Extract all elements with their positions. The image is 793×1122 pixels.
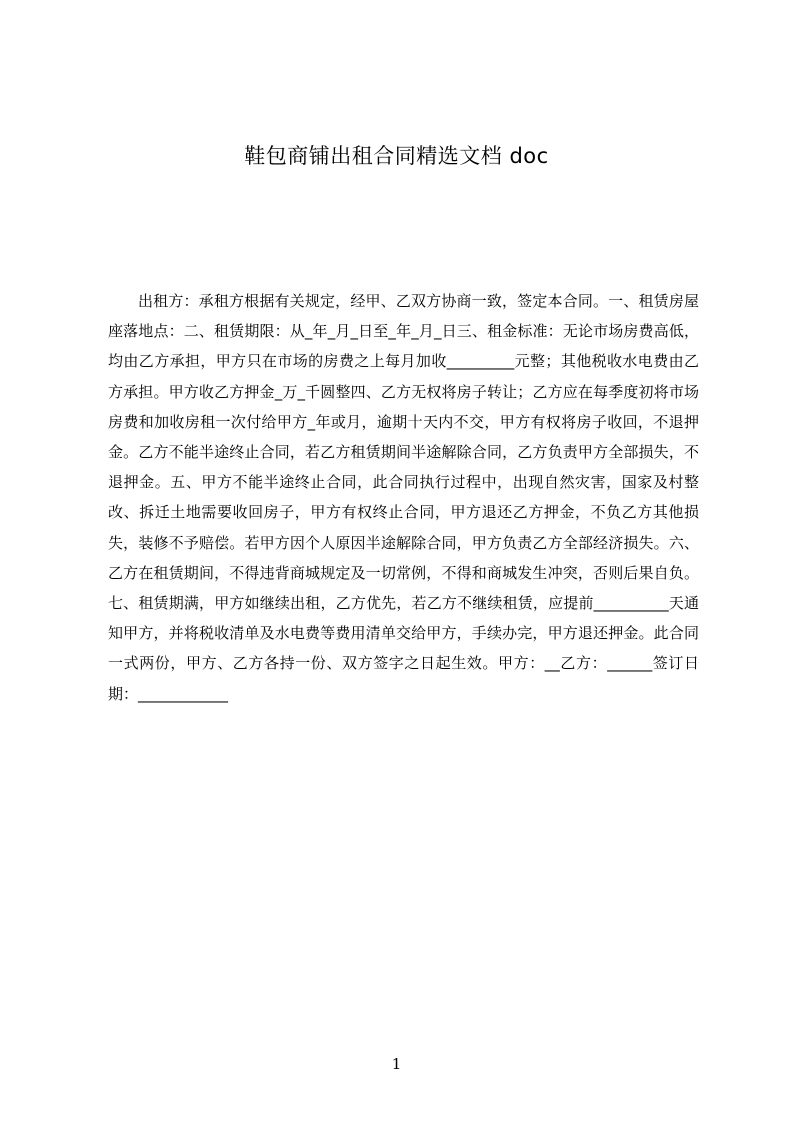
document-title: 鞋包商铺出租合同精选文档 doc — [244, 144, 549, 168]
contract-body-paragraph: 出租方：承租方根据有关规定，经甲、乙双方协商一致，签定本合同。一、租赁房屋座落地点：二、租赁期限：从_年_月_日至_年_月_日三、租金标准：无论市场房费高低，均由乙方承担，甲方只在市场的房费之上每月加收_________元整；其他税收水电费由乙方承担。甲方收乙方押金_万_千圆整四、乙方无权将房子转让；乙方应在每季度初将市场房费和加收房租一次付给甲方_年或月，逾期十天内不交，甲方有权将房子收回，不退押金。乙方不能半途终止合同，若乙方租赁期间半途解除合同，乙方负责甲方全部损失，不退押金。五、甲方不能半途终止合同，此合同执行过程中，出现自然灾害，国家及村整改、拆迁土地需要收回房子，甲方有权终止合同，甲方退还乙方押金，不负乙方其他损失，装修不予赔偿。若甲方因个人原因半途解除合同，甲方负责乙方全部经济损失。六、乙方在租赁期间，不得违背商城规定及一切常例，不得和商城发生冲突，否则后果自负。七、租赁期满，甲方如继续出租，乙方优先，若乙方不继续租赁，应提前__________天通知甲方，并将税收清单及水电费等费用清单交给甲方，手续办完，甲方退还押金。此合同一式两份，甲方、乙方各持一份、双方签字之日起生效。甲方：__乙方：______签订日期：____________ — [108, 292, 699, 703]
page-number: 1 — [391, 1055, 402, 1073]
